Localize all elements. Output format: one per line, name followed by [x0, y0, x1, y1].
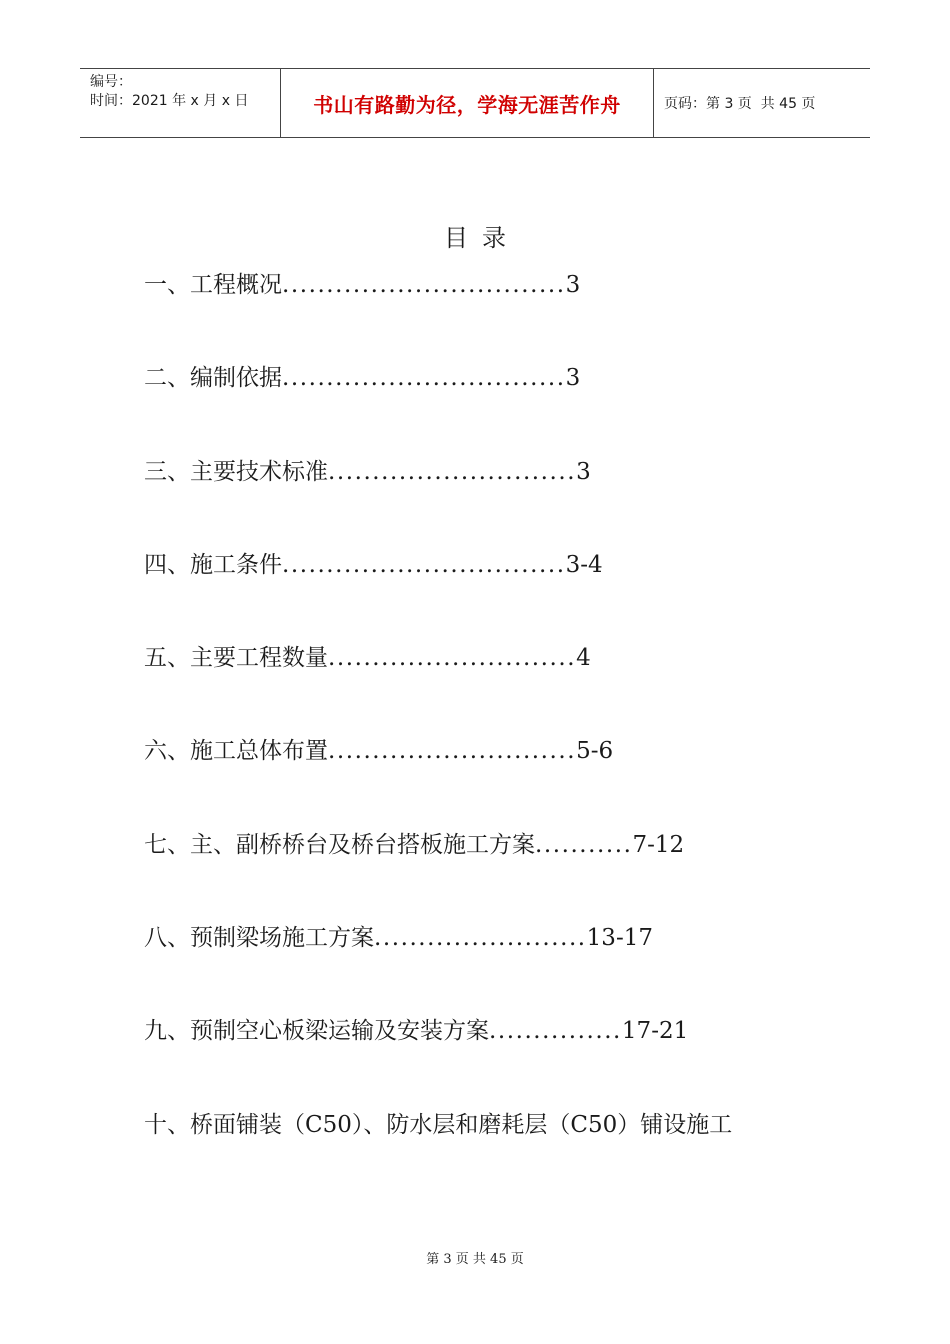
toc-leader-dots: ...............: [489, 1018, 622, 1045]
header-page-info: 页码：第 3 页 共 45 页: [664, 96, 816, 112]
header-meta: [80, 69, 281, 137]
header-motto: 书山有路勤为径，学海无涯苦作舟: [313, 92, 621, 117]
toc-entry-label: 八、预制梁场施工方案: [144, 925, 374, 952]
toc-leader-dots: ........................: [374, 925, 587, 952]
toc-entry[interactable]: [144, 641, 804, 734]
toc-entry-label: 九、预制空心板梁运输及安装方案: [144, 1018, 489, 1045]
header-page-info-cell: [654, 69, 870, 137]
toc-entry-label: 三、主要技术标准: [144, 458, 328, 485]
toc-entry[interactable]: [144, 921, 804, 1014]
toc-entry-label: 四、施工条件: [144, 551, 282, 578]
toc-page-number: 3: [565, 272, 581, 298]
toc-entry[interactable]: [144, 1014, 804, 1107]
toc-leader-dots: ................................: [282, 365, 566, 392]
toc-entry[interactable]: [144, 828, 804, 921]
toc-entry-label: 十、桥面铺装（C50）、防水层和磨耗层（C50）铺设施工: [144, 1111, 733, 1138]
toc-entry[interactable]: [144, 361, 804, 454]
toc-page-number: 3: [565, 365, 581, 392]
toc-page-number: 3: [576, 458, 591, 485]
toc-entry-label: 七、主、副桥桥台及桥台搭板施工方案: [144, 831, 535, 858]
toc-page-number: 4: [576, 645, 591, 672]
toc-entry[interactable]: [144, 268, 804, 361]
toc-page-number: 3-4: [565, 551, 603, 578]
page-header: [80, 68, 870, 138]
toc-entry-label: 六、施工总体布置: [144, 738, 328, 765]
toc-leader-dots: ................................: [282, 551, 566, 578]
toc-entry-label: 五、主要工程数量: [144, 645, 328, 672]
toc-entry[interactable]: [144, 548, 804, 641]
toc-entry-label: 一、工程概况: [144, 272, 282, 298]
toc-title: 目录: [444, 224, 520, 252]
header-motto-cell: [281, 69, 654, 137]
toc-page-number: 13-17: [586, 925, 653, 952]
document-date: 时间：2021 年 x 月 x 日: [90, 93, 249, 109]
toc-entry-label: 二、编制依据: [144, 365, 282, 392]
toc-entry[interactable]: [144, 734, 804, 827]
page-footer: 第 3 页 共 45 页: [426, 1252, 524, 1267]
toc-leader-dots: ............................: [328, 738, 577, 765]
toc-leader-dots: ............................: [328, 458, 577, 485]
toc-page-number: 5-6: [576, 738, 614, 765]
toc-entry[interactable]: [144, 1108, 804, 1201]
toc-leader-dots: ...........: [535, 831, 633, 858]
toc-page-number: 17-21: [621, 1018, 689, 1045]
toc-leader-dots: ................................: [282, 272, 566, 298]
toc-leader-dots: ............................: [328, 645, 577, 672]
toc-page-number: 7-12: [632, 831, 685, 858]
table-of-contents: [144, 268, 804, 1201]
document-number-label: 编号：: [90, 74, 132, 90]
toc-entry[interactable]: [144, 455, 804, 548]
